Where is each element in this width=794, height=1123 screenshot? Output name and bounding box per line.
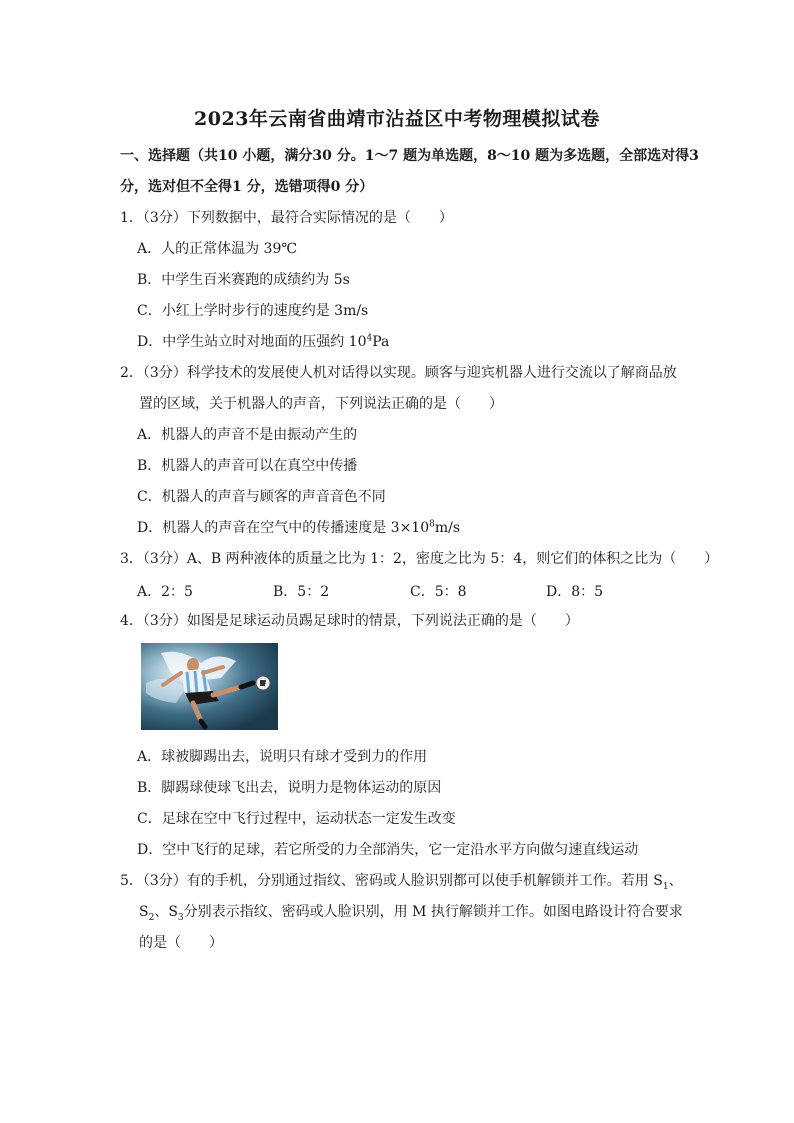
question-1-stem: 1．（3分）下列数据中，最符合实际情况的是（ ）: [120, 210, 453, 226]
question-2-option-d: D．机器人的声音在空气中的传播速度是 $3\times 10^8m/s$: [137, 519, 461, 536]
question-2-option-a: A．机器人的声音不是由振动产生的: [137, 427, 358, 443]
page-title: 2023年云南省曲靖市沾益区中考物理模拟试卷: [194, 108, 600, 130]
soccer-player-photo: [141, 643, 278, 730]
question-4-stem: 4．（3分）如图是足球运动员踢足球时的情景，下列说法正确的是（ ）: [120, 613, 579, 629]
question-1-option-c: C．小红上学时步行的速度约是 3m/s: [137, 303, 369, 319]
question-2-stem-line1: 2．（3分）科学技术的发展使人机对话得以实现。顾客与迎宾机器人进行交流以了解商品放: [120, 365, 677, 381]
question-3-option-c: C．5：8: [410, 584, 467, 600]
question-5-stem-line1: 5．（3分）有的手机，分别通过指纹、密码或人脸识别都可以使手机解锁并工作。若用 $S_1$、: [120, 873, 683, 892]
question-3-option-d: D．8：5: [546, 584, 604, 600]
section-heading-line2: 分，选对但不全得1 分，选错项得0 分）: [120, 179, 374, 195]
question-2-stem-line2: 置的区域，关于机器人的声音，下列说法正确的是（ ）: [139, 396, 503, 412]
question-5-stem-line3: 的是（ ）: [139, 935, 223, 951]
question-4-option-b: B．脚踢球使球飞出去，说明力是物体运动的原因: [137, 780, 442, 796]
question-1-option-d: D．中学生站立时对地面的压强约 $10^4Pa$: [137, 333, 390, 350]
question-2-option-b: B．机器人的声音可以在真空中传播: [137, 458, 358, 474]
question-5-stem-line2: $S_2$、$S_3$分别表示指纹、密码或人脸识别，用 M 执行解锁并工作。如图电路设计符合要求: [139, 904, 683, 923]
question-3-stem: 3．（3分）A、B 两种液体的质量之比为 1：2，密度之比为 5：4，则它们的体积之比为（ ）: [120, 551, 719, 567]
section-heading-line1: 一、选择题（共10 小题，满分30 分。1～7 题为单选题，8～10 题为多选题，全部选对得3: [120, 148, 699, 164]
question-1-option-b: B．中学生百米赛跑的成绩约为 5s: [137, 272, 350, 288]
question-3-option-a: A．2：5: [137, 584, 193, 600]
question-4-option-c: C．足球在空中飞行过程中，运动状态一定发生改变: [137, 811, 456, 827]
question-3-option-b: B．5：2: [273, 584, 330, 600]
question-1-option-a: A．人的正常体温为 39℃: [137, 241, 298, 257]
question-4-option-d: D．空中飞行的足球，若它所受的力全部消失，它一定沿水平方向做匀速直线运动: [137, 842, 639, 858]
question-4-option-a: A．球被脚踢出去，说明只有球才受到力的作用: [137, 749, 428, 765]
question-2-option-c: C．机器人的声音与顾客的声音音色不同: [137, 489, 386, 505]
